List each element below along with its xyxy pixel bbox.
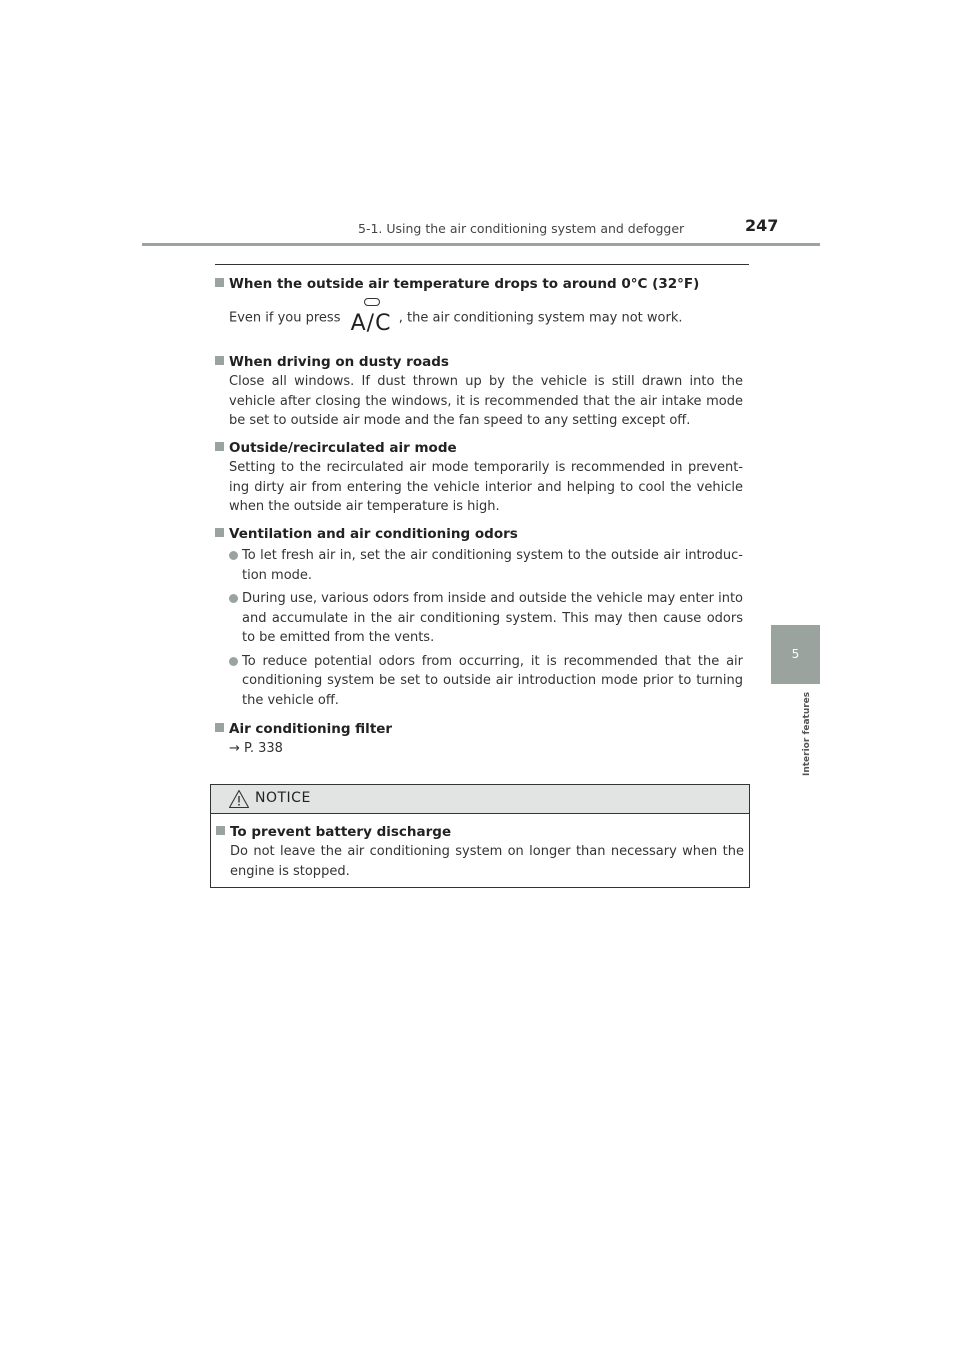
round-bullet-icon [229,657,238,666]
ac-button-icon [345,298,395,338]
section-heading: When the outside air temperature drops to around 0°C (32°F) [215,274,743,294]
round-bullet-icon [229,594,238,603]
square-bullet-icon [215,356,224,365]
ac-text-after: , the air conditioning system may not work. [398,310,683,326]
ac-text-before: Even if you press [229,310,341,326]
section-heading: Air conditioning filter [215,719,743,739]
page-number: 247 [745,216,779,235]
chapter-tab: 5 [771,625,820,684]
section-filter [215,719,743,759]
section-heading: Ventilation and air conditioning odors [215,524,743,544]
square-bullet-icon [215,528,224,537]
section-cold-weather [215,274,743,294]
section-top-rule [215,264,749,265]
notice-box [210,784,750,888]
section-dusty-roads [215,352,743,431]
square-bullet-icon [215,723,224,732]
chapter-label [776,690,816,780]
ac-instruction [229,298,683,338]
section-body: Setting to the recirculated air mode temporarily is recommended in prevent-ing dirty air from entering the vehicle interior and helping to cool the vehicle when the outside air temperature is high. [229,460,743,514]
square-bullet-icon [215,442,224,451]
chapter-label-text: Interior features [802,691,812,776]
running-header: 5-1. Using the air conditioning system and defogger [358,221,685,236]
list-item: To reduce potential odors from occurring, it is recommended that the air conditioning system be set to outside air introduction mode prior to turning the vehicle off. [229,652,743,711]
notice-text: Do not leave the air conditioning system on longer than necessary when the engine is stopped. [230,844,744,879]
page-reference-link[interactable]: → P. 338 [229,741,283,756]
section-odors [215,524,743,714]
square-bullet-icon [216,826,225,835]
indicator-light-icon [364,298,380,306]
notice-heading: To prevent battery discharge [216,822,744,842]
ac-button-label: A/C [350,311,392,336]
round-bullet-icon [229,551,238,560]
square-bullet-icon [215,278,224,287]
section-heading: When driving on dusty roads [215,352,743,372]
section-heading: Outside/recirculated air mode [215,438,743,458]
header-rule [142,243,820,246]
section-recirculated-mode [215,438,743,517]
list-item: To let fresh air in, set the air conditioning system to the outside air introduc-tion mode. [229,546,743,585]
warning-triangle-icon [228,789,250,809]
section-body: Close all windows. If dust thrown up by the vehicle is still drawn into the vehicle after closing the windows, it is recommended that the air intake mode be set to outside air mode and the fan speed to any setting except off. [229,374,743,428]
list-item: During use, various odors from inside and outside the vehicle may enter into and accumulate in the air conditioning system. This may then cause odors to be emitted from the vents. [229,589,743,648]
notice-header [211,785,749,814]
notice-title: NOTICE [255,790,311,806]
notice-body [216,822,744,881]
